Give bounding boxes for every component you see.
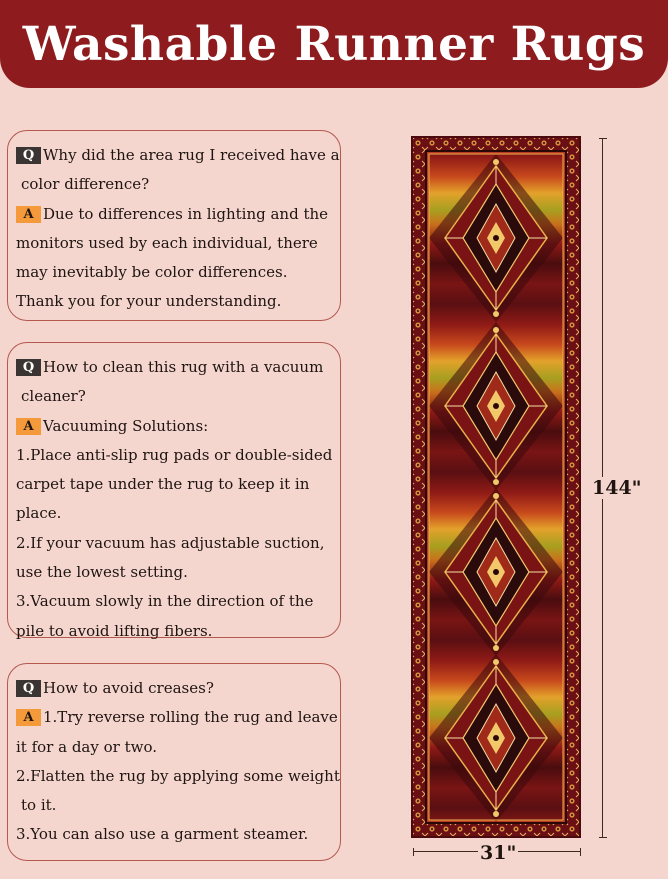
page-title: Washable Runner Rugs	[22, 16, 646, 72]
answer-line: 1.Place anti-slip rug pads or double-sided	[16, 445, 333, 464]
answer-line: place.	[16, 504, 62, 523]
answer-line: A 1.Try reverse rolling the rug and leave	[16, 703, 336, 732]
question-badge: Q	[16, 680, 41, 697]
question-line: cleaner?	[21, 387, 86, 406]
answer-line: A Due to differences in lighting and the	[16, 200, 336, 229]
answer-badge: A	[16, 709, 41, 726]
width-label: 31"	[480, 842, 517, 864]
answer-line: use the lowest setting.	[16, 563, 188, 582]
question-badge: Q	[16, 147, 41, 164]
faq-card-creases	[7, 663, 341, 861]
question-line: Q Why did the area rug I received have a	[16, 141, 336, 170]
question-line: color difference?	[21, 175, 150, 194]
title-banner	[0, 0, 668, 88]
answer-badge: A	[16, 418, 41, 435]
answer-line: pile to avoid lifting fibers.	[16, 621, 213, 640]
answer-badge: A	[16, 206, 41, 223]
rug-pattern	[411, 136, 581, 838]
answer-line: to it.	[21, 796, 57, 815]
answer-line: 2.If your vacuum has adjustable suction,	[16, 533, 325, 552]
answer-line: may inevitably be color differences.	[16, 263, 288, 282]
length-label: 144"	[592, 477, 642, 499]
answer-line: 3.Vacuum slowly in the direction of the	[16, 592, 314, 611]
faq-card-vacuum-cleaning	[7, 342, 341, 638]
answer-line: carpet tape under the rug to keep it in	[16, 475, 310, 494]
answer-line: it for a day or two.	[16, 737, 157, 756]
question-line: Q How to avoid creases?	[16, 674, 336, 703]
answer-line: 2.Flatten the rug by applying some weight	[16, 766, 340, 785]
question-line: Q How to clean this rug with a vacuum	[16, 353, 336, 382]
answer-line: A Vacuuming Solutions:	[16, 412, 336, 441]
question-badge: Q	[16, 359, 41, 376]
answer-line: Thank you for your understanding.	[16, 292, 282, 311]
runner-rug-image	[411, 136, 581, 838]
answer-line: monitors used by each individual, there	[16, 233, 318, 252]
answer-line: 3.You can also use a garment steamer.	[16, 825, 309, 844]
faq-card-color-difference	[7, 130, 341, 321]
